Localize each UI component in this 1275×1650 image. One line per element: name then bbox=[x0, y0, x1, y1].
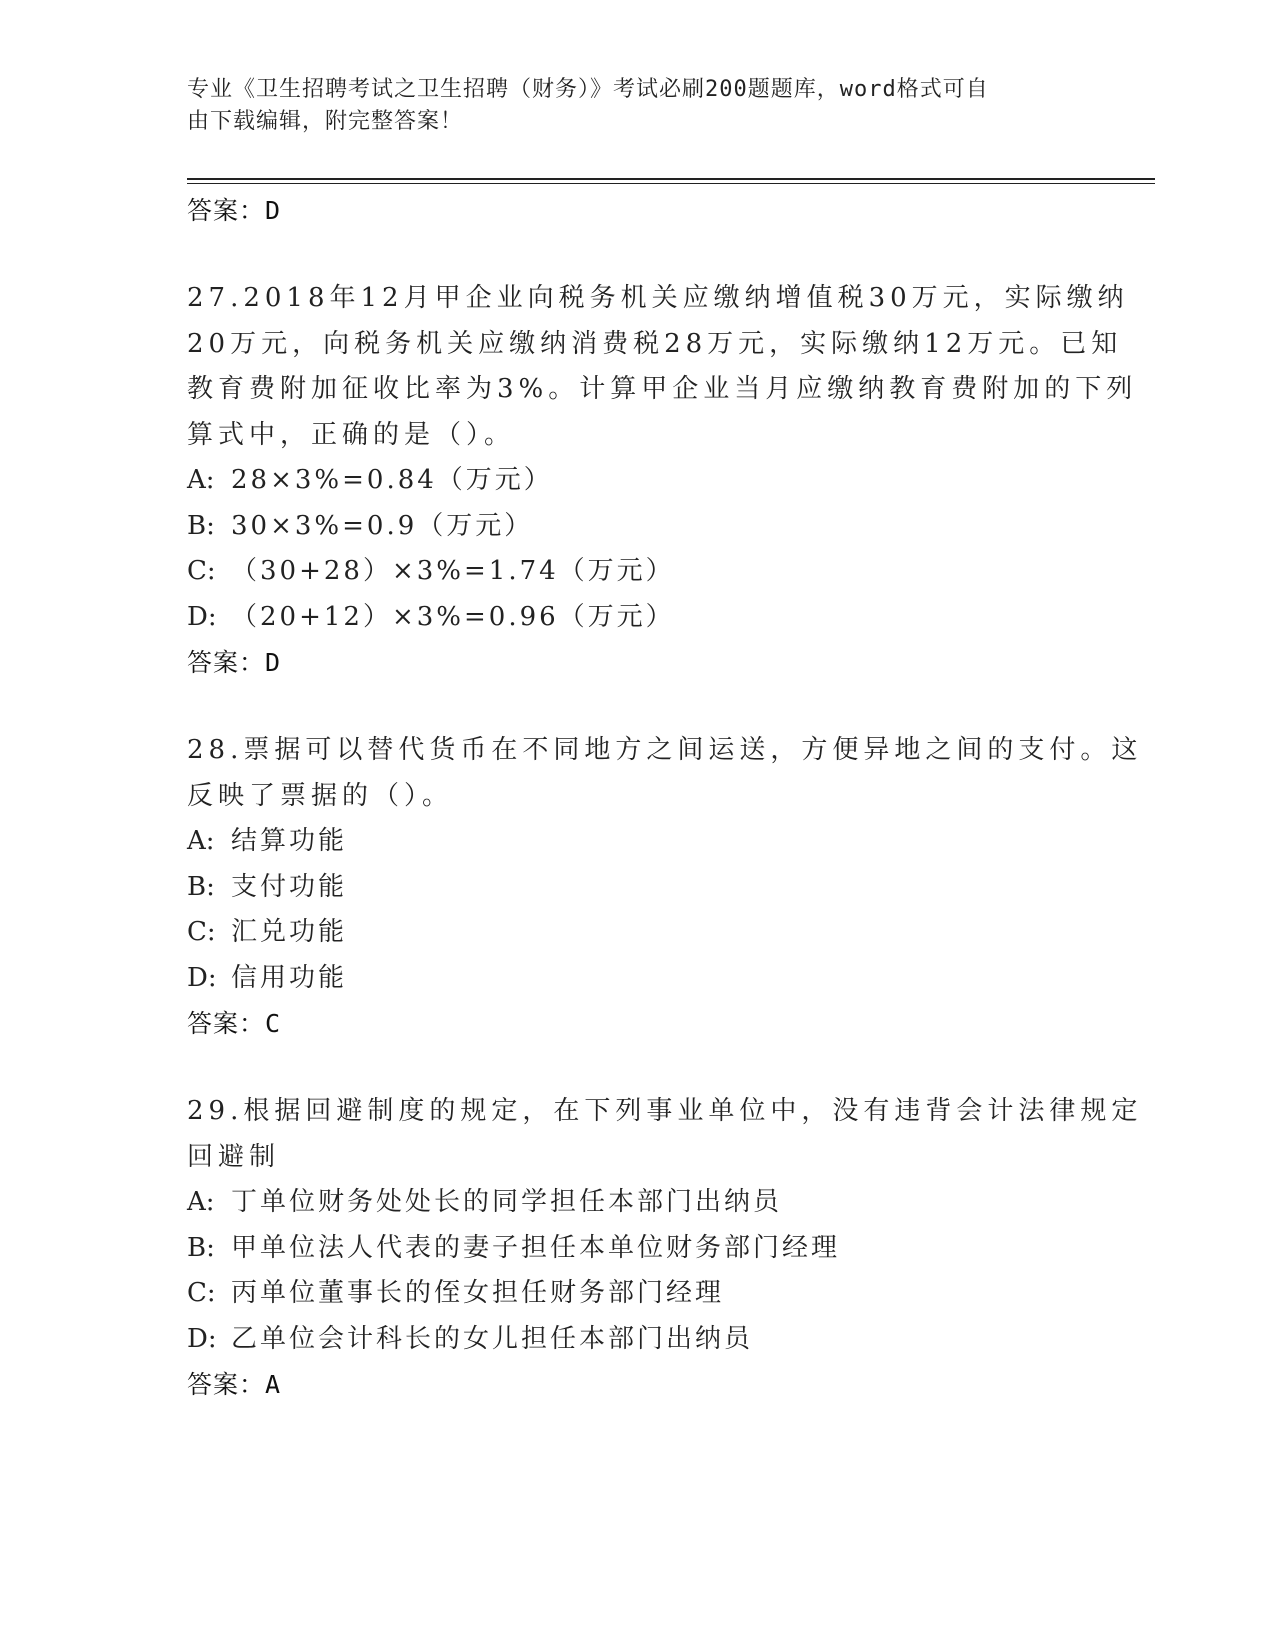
option-key: C: bbox=[187, 556, 216, 586]
question-29 bbox=[187, 1089, 1143, 1408]
option-text: 汇兑功能 bbox=[231, 917, 348, 947]
option-key: B: bbox=[187, 510, 215, 541]
answer-line: 答案：D bbox=[187, 648, 282, 677]
answer-line: 答案：C bbox=[187, 1009, 282, 1038]
header-line-2: 由下载编辑，附完整答案！ bbox=[187, 109, 464, 134]
question-content bbox=[187, 188, 1143, 1408]
option-c bbox=[187, 910, 1087, 956]
option-text: 支付功能 bbox=[231, 871, 348, 902]
spacer bbox=[187, 234, 1087, 276]
option-a bbox=[187, 1180, 1087, 1226]
option-text: 30×3%=0.9（万元） bbox=[231, 510, 534, 541]
option-b bbox=[187, 1226, 1087, 1272]
option-text: 丁单位财务处处长的同学担任本部门出纳员 bbox=[231, 1187, 783, 1217]
option-d bbox=[187, 1317, 1087, 1363]
header-line-1: 专业《卫生招聘考试之卫生招聘（财务）》考试必刷200题题库，word格式可自 bbox=[187, 77, 989, 102]
option-key: A: bbox=[187, 465, 215, 495]
page-header bbox=[187, 74, 1067, 138]
option-d bbox=[187, 595, 1087, 641]
option-b bbox=[187, 865, 1087, 911]
option-text: （30+28）×3%=1.74（万元） bbox=[231, 556, 675, 586]
question-text-line: 回避制 bbox=[187, 1141, 281, 1172]
option-d bbox=[187, 956, 1087, 1002]
option-key: A: bbox=[187, 1187, 215, 1217]
option-key: C: bbox=[187, 1278, 216, 1308]
option-key: B: bbox=[187, 871, 215, 902]
question-text-line: 教育费附加征收比率为3%。计算甲企业当月应缴纳教育费附加的下列 bbox=[187, 374, 1138, 404]
option-a bbox=[187, 819, 1087, 865]
question-text-line: 算式中，正确的是（）。 bbox=[187, 419, 516, 450]
option-text: 结算功能 bbox=[231, 826, 348, 856]
question-text-line: 29.根据回避制度的规定，在下列事业单位中，没有违背会计法律规定 bbox=[187, 1096, 1143, 1126]
option-text: 28×3%=0.84（万元） bbox=[231, 465, 553, 495]
option-key: C: bbox=[187, 917, 216, 947]
question-text-line: 28.票据可以替代货币在不同地方之间运送，方便异地之间的支付。这 bbox=[187, 735, 1143, 765]
question-text-line: 27.2018年12月甲企业向税务机关应缴纳增值税30万元，实际缴纳 bbox=[187, 283, 1129, 313]
option-a bbox=[187, 458, 1087, 504]
spacer bbox=[187, 1047, 1087, 1089]
option-text: （20+12）×3%=0.96（万元） bbox=[231, 601, 675, 632]
question-27 bbox=[187, 276, 1138, 686]
question-text-line: 反映了票据的（）。 bbox=[187, 780, 454, 811]
answer-line: 答案：A bbox=[187, 1370, 282, 1399]
option-key: B: bbox=[187, 1232, 215, 1263]
header-rule-thin bbox=[187, 183, 1155, 184]
option-key: A: bbox=[187, 826, 215, 856]
option-text: 丙单位董事长的侄女担任财务部门经理 bbox=[231, 1278, 725, 1308]
question-28 bbox=[187, 728, 1143, 1047]
option-key: D: bbox=[187, 962, 217, 993]
option-text: 信用功能 bbox=[231, 962, 348, 993]
option-key: D: bbox=[187, 601, 217, 632]
option-c bbox=[187, 1271, 1087, 1317]
header-rule-thick bbox=[187, 178, 1155, 180]
previous-answer: 答案：D bbox=[187, 196, 282, 225]
question-text-line: 20万元，向税务机关应缴纳消费税28万元，实际缴纳12万元。已知 bbox=[187, 328, 1123, 359]
option-b bbox=[187, 504, 1087, 550]
option-text: 乙单位会计科长的女儿担任本部门出纳员 bbox=[231, 1323, 754, 1354]
option-key: D: bbox=[187, 1323, 217, 1354]
spacer bbox=[187, 686, 1087, 728]
option-c bbox=[187, 549, 1087, 595]
option-text: 甲单位法人代表的妻子担任本单位财务部门经理 bbox=[231, 1232, 841, 1263]
